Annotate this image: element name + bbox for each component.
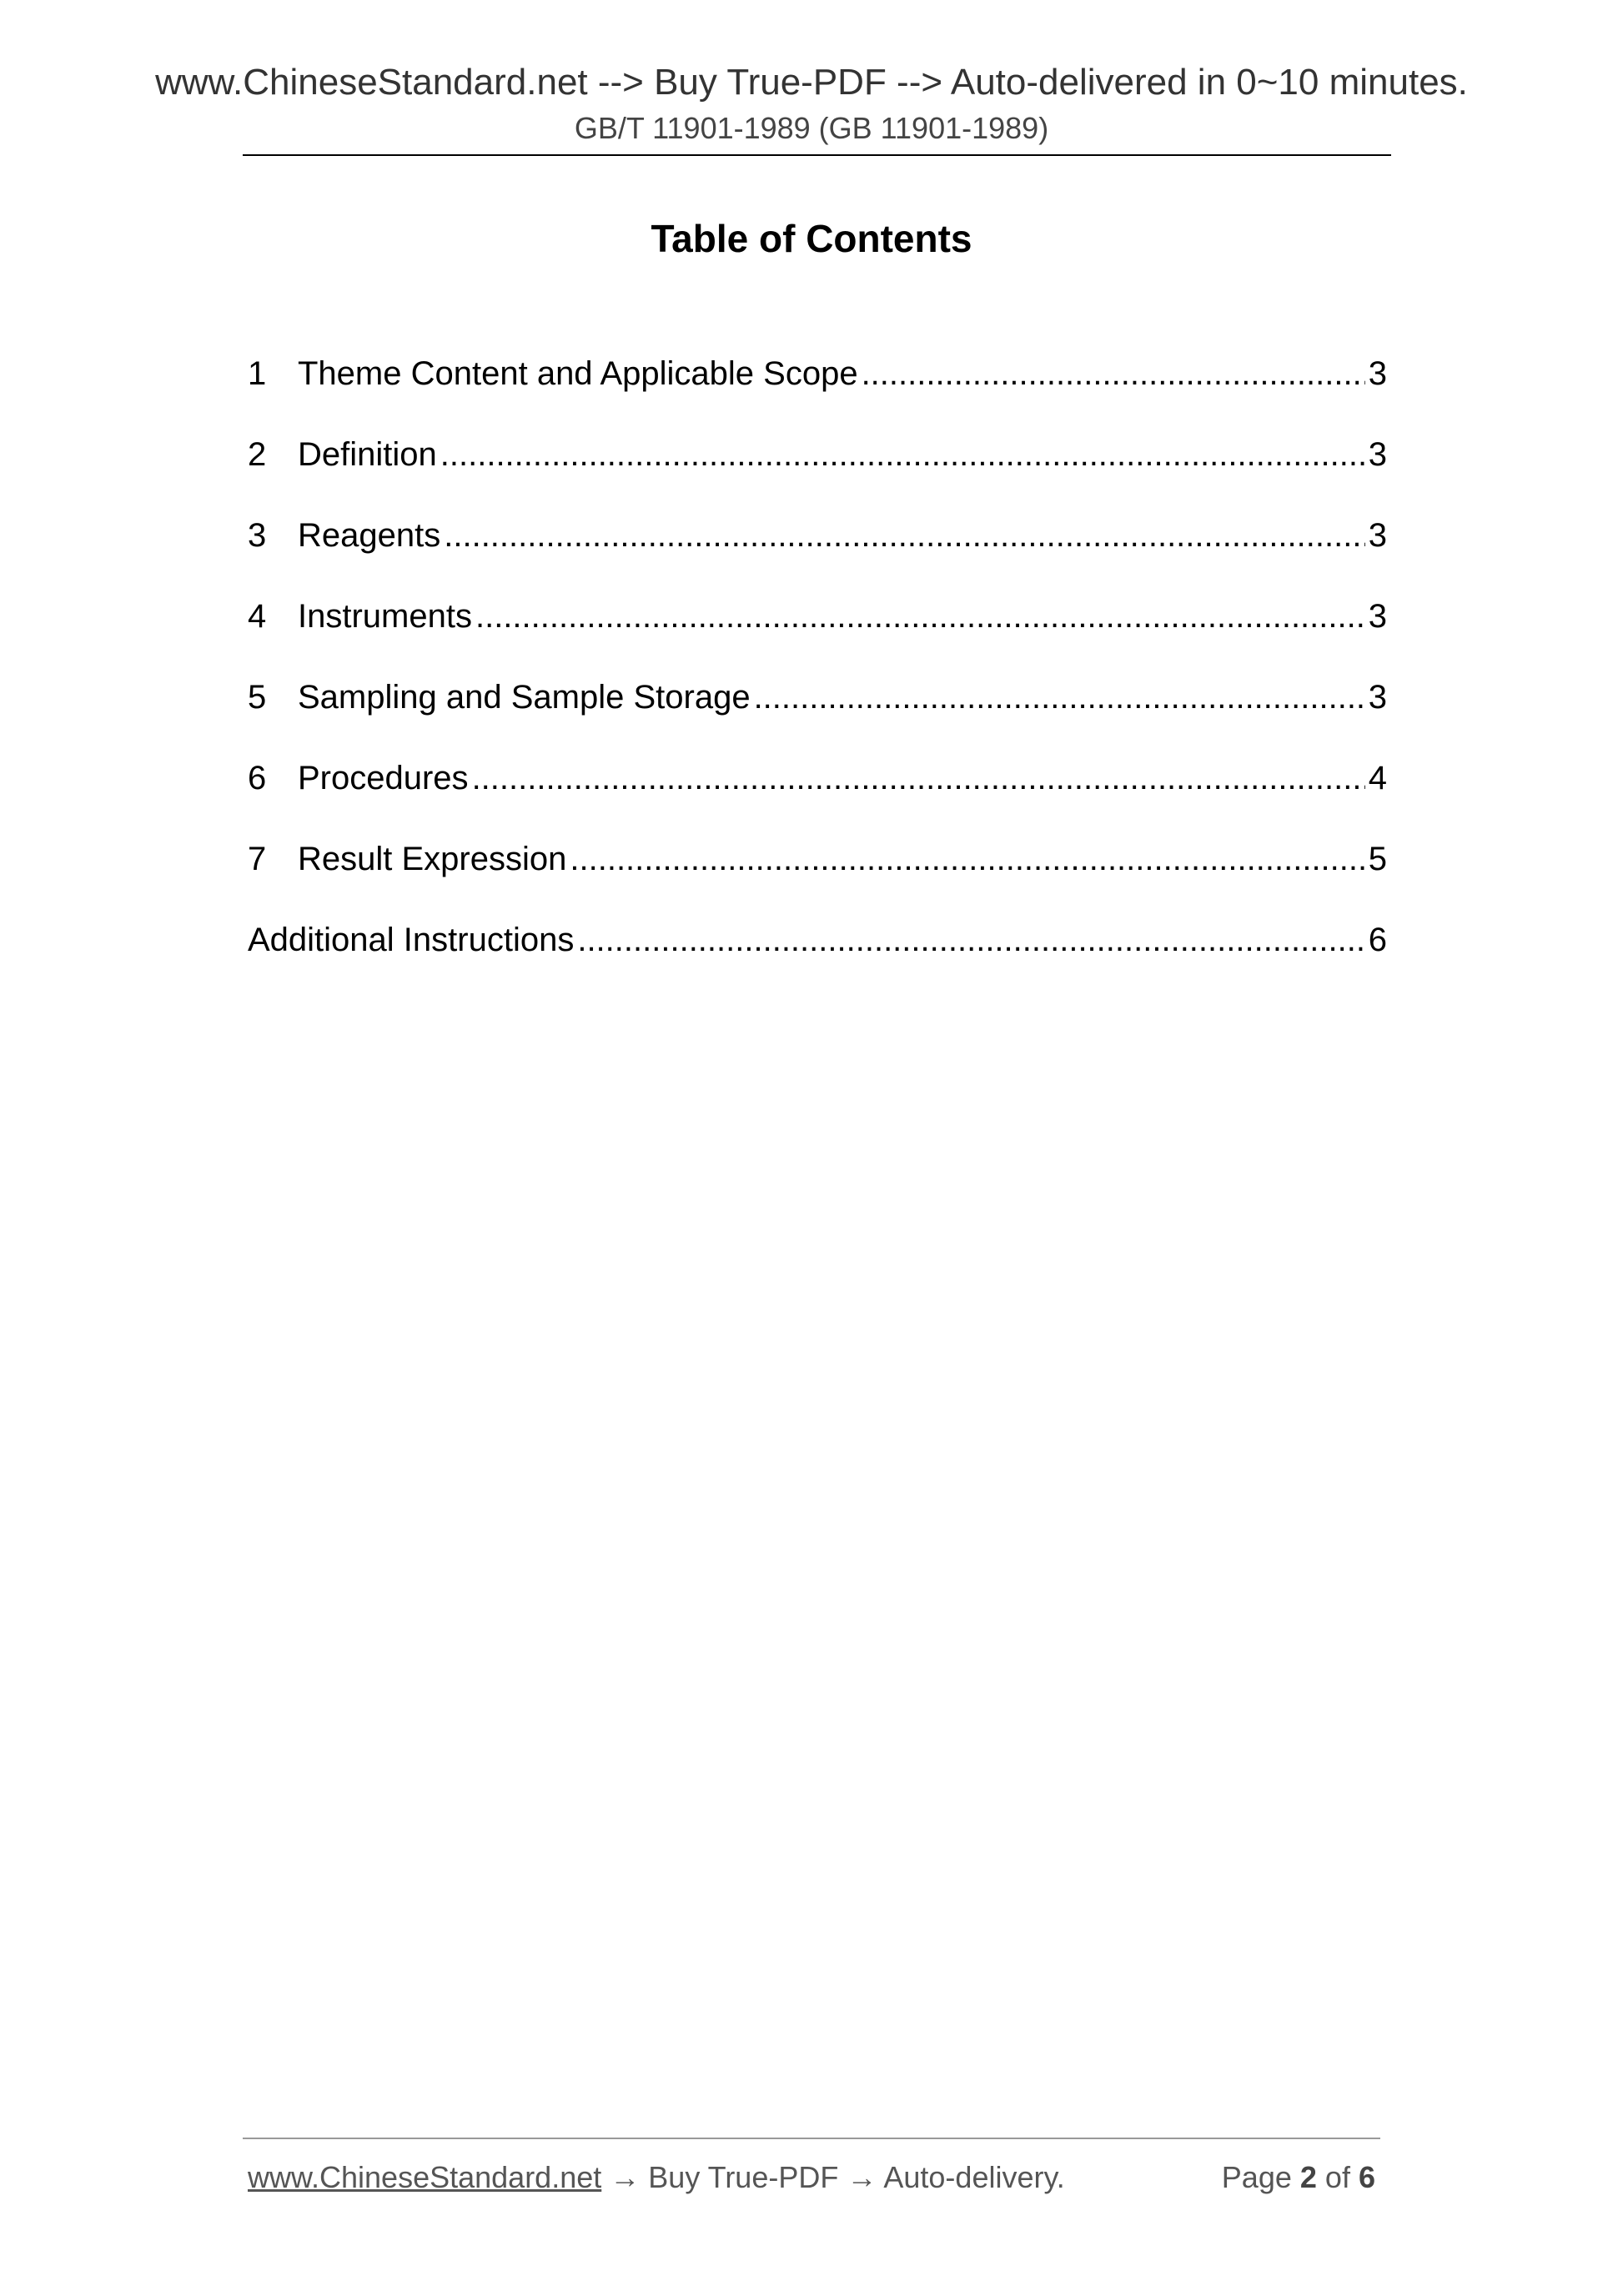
of-label: of — [1324, 2160, 1350, 2194]
footer-promo — [248, 2156, 1065, 2199]
toc-entry-page: 4 — [1368, 760, 1387, 796]
toc-entry-page: 3 — [1368, 517, 1387, 554]
page-footer — [248, 2156, 1375, 2199]
toc-dot-leader — [577, 918, 1364, 962]
toc-entry[interactable] — [248, 676, 1387, 756]
toc-dot-leader — [570, 837, 1364, 881]
toc-entry-number: 7 — [248, 841, 267, 877]
toc-entry-title: Result Expression — [298, 841, 567, 877]
toc-entry[interactable] — [248, 595, 1387, 676]
footer-divider — [243, 2138, 1380, 2139]
toc-entry-page: 3 — [1368, 679, 1387, 716]
toc-entry-page: 5 — [1368, 841, 1387, 877]
toc-entry-title: Additional Instructions — [248, 922, 575, 958]
toc-entry-number: 1 — [248, 355, 267, 392]
footer-buy-text: Buy True-PDF — [648, 2160, 839, 2194]
toc-entry[interactable] — [248, 756, 1387, 837]
toc-entry-title: Reagents — [298, 517, 441, 554]
toc-dot-leader — [444, 514, 1365, 557]
footer-delivery-text: Auto-delivery. — [883, 2160, 1065, 2194]
toc-entry-page: 3 — [1368, 598, 1387, 635]
toc-entry-title: Procedures — [298, 760, 469, 796]
header-divider — [243, 154, 1391, 156]
page-number — [1222, 2156, 1375, 2199]
toc-entry-title: Instruments — [298, 598, 472, 635]
toc-list — [248, 352, 1387, 999]
toc-entry-number: 5 — [248, 679, 267, 716]
page-label: Page — [1221, 2160, 1292, 2194]
toc-entry[interactable] — [248, 837, 1387, 918]
toc-entry-number: 4 — [248, 598, 267, 635]
toc-dot-leader — [754, 676, 1365, 719]
total-pages-number: 6 — [1358, 2160, 1375, 2194]
header-standard-id: GB/T 11901-1989 (GB 11901-1989) — [574, 111, 1049, 145]
toc-entry-title: Sampling and Sample Storage — [298, 679, 751, 716]
toc-entry-page: 6 — [1368, 922, 1387, 958]
toc-entry-title: Definition — [298, 436, 437, 473]
toc-entry-additional[interactable] — [248, 918, 1387, 999]
toc-entry-page: 3 — [1368, 355, 1387, 392]
toc-entry[interactable] — [248, 514, 1387, 595]
arrow-right-icon: → — [847, 2160, 877, 2194]
header-promo-text: www.ChineseStandard.net --> Buy True-PDF --> Auto-delivered in 0~10 minutes. — [155, 62, 1468, 103]
toc-entry[interactable] — [248, 433, 1387, 514]
toc-entry[interactable] — [248, 352, 1387, 433]
arrow-right-icon: → — [610, 2160, 641, 2194]
page-header — [0, 60, 1623, 147]
toc-dot-leader — [472, 756, 1365, 800]
footer-site-link[interactable]: www.ChineseStandard.net — [248, 2160, 602, 2194]
toc-dot-leader — [862, 352, 1365, 395]
toc-entry-title: Theme Content and Applicable Scope — [298, 355, 858, 392]
toc-title: Table of Contents — [651, 217, 972, 260]
toc-entry-number: 2 — [248, 436, 267, 473]
toc-dot-leader — [475, 595, 1365, 638]
current-page-number: 2 — [1299, 2160, 1317, 2194]
toc-entry-number: 3 — [248, 517, 267, 554]
toc-entry-page: 3 — [1368, 436, 1387, 473]
toc-dot-leader — [440, 433, 1365, 476]
toc-entry-number: 6 — [248, 760, 267, 796]
